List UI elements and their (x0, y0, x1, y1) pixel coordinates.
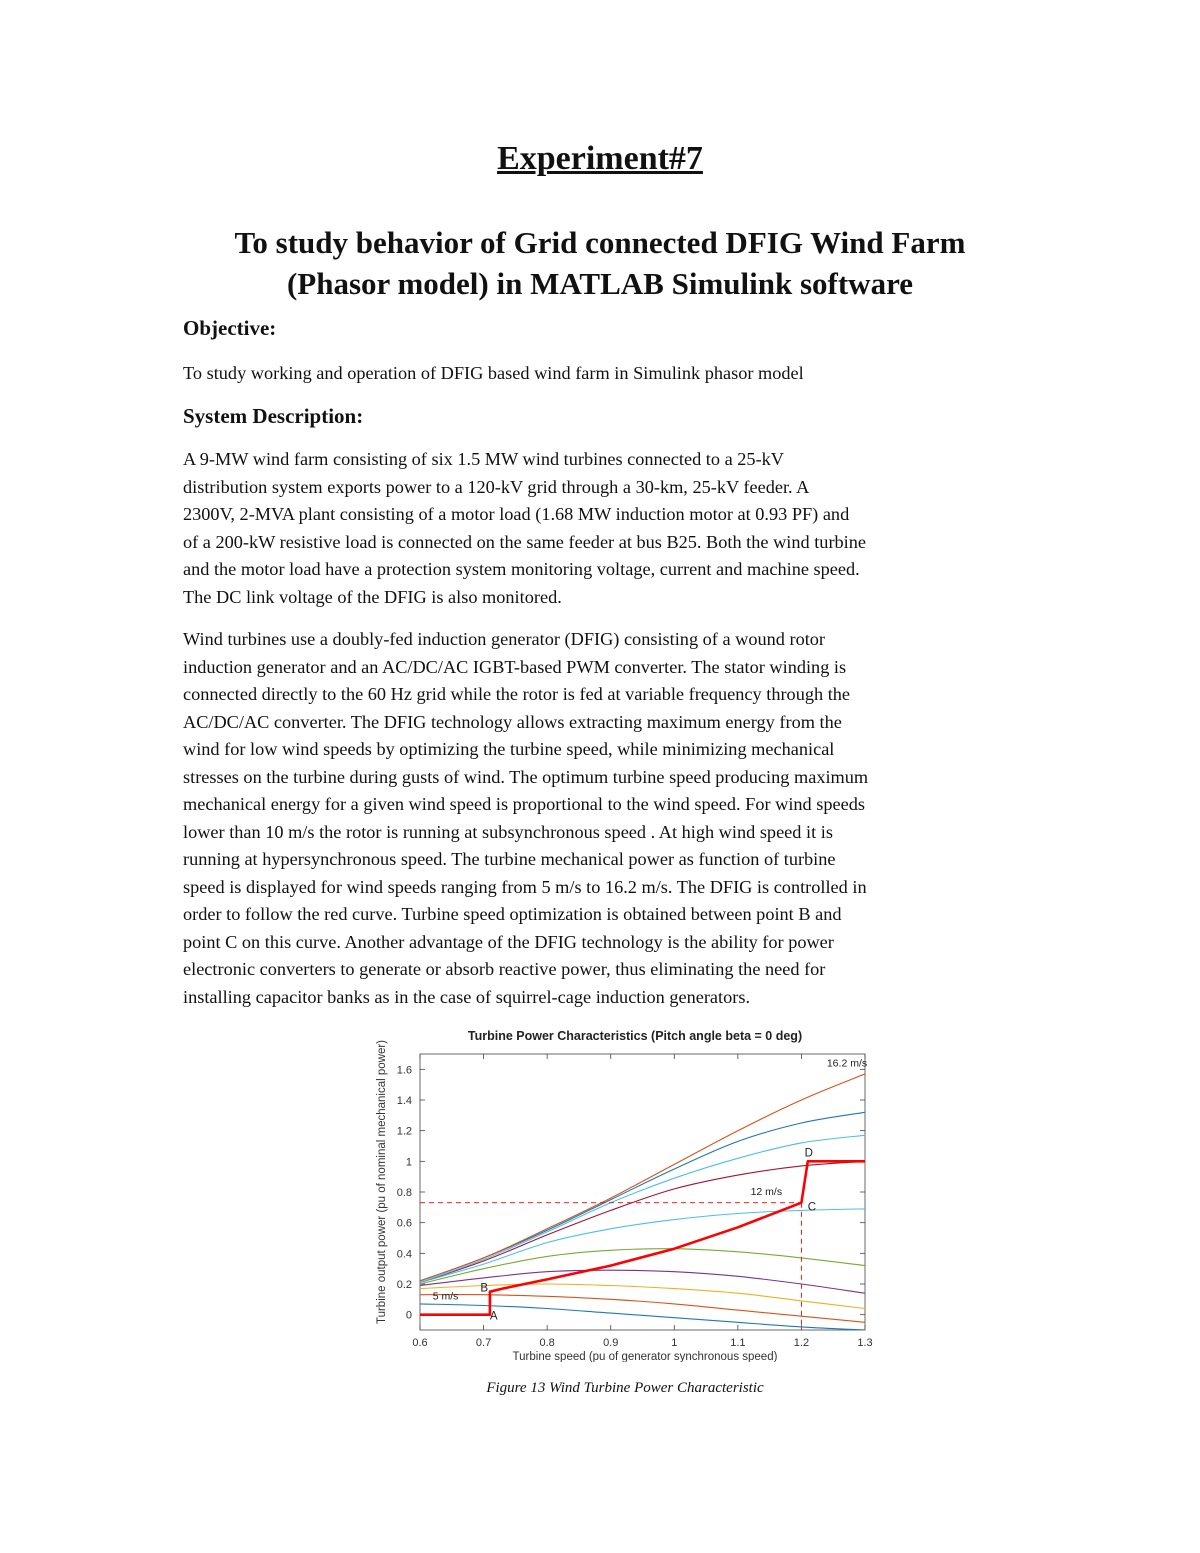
x-tick-label: 0.9 (603, 1337, 619, 1349)
series-line (420, 1304, 865, 1330)
x-tick-label: 1.3 (857, 1337, 873, 1349)
series-line (420, 1161, 865, 1282)
x-tick-label: 1.1 (730, 1337, 746, 1349)
chart-annotation: 12 m/s (750, 1186, 783, 1199)
chart-plot-area (397, 1054, 873, 1349)
paragraph-line: running at hypersynchronous speed. The turbine mechanical power as function of turbine (183, 849, 836, 869)
objective-heading: Objective: (183, 316, 277, 340)
y-tick-label: 1.6 (396, 1064, 412, 1077)
paragraph-line: electronic converters to generate or absorb reactive power, thus eliminating the need for (183, 959, 826, 979)
paragraph-line: wind for low wind speeds by optimizing the turbine speed, while minimizing mechanical (183, 739, 835, 759)
series-line (420, 1295, 865, 1323)
paragraph-line: distribution system exports power to a 120-kV grid through a 30-km, 25-kV feeder. A (183, 476, 810, 497)
paragraph-2 (183, 626, 1023, 1011)
chart-annotation: D (804, 1147, 813, 1160)
x-tick-label: 0.6 (412, 1337, 428, 1349)
paragraph-line: stresses on the turbine during gusts of wind. The optimum turbine speed producing maximum (183, 766, 869, 787)
y-tick-label: 0.6 (396, 1217, 412, 1230)
paragraph-line: point C on this curve. Another advantage of the DFIG technology is the ability for power (183, 931, 834, 952)
paragraph-line: speed is displayed for wind speeds ranging from 5 m/s to 16.2 m/s. The DFIG is controlled in (183, 876, 867, 897)
chart-xlabel: Turbine speed (pu of generator synchronous speed) (512, 1351, 778, 1362)
paragraph-1 (183, 446, 1023, 611)
paragraph-line: and the motor load have a protection system monitoring voltage, current and machine speed. (183, 559, 860, 579)
paragraph-line: The DC link voltage of the DFIG is also monitored. (183, 586, 562, 607)
chart-ylabel: Turbine output power (pu of nominal mechanical power) (376, 1039, 388, 1325)
chart-annotation: B (480, 1282, 489, 1295)
x-tick-label: 0.8 (539, 1337, 555, 1349)
chart-annotation: C (807, 1201, 817, 1214)
y-tick-label: 1.4 (396, 1095, 412, 1107)
paragraph-line: of a 200-kW resistive load is connected on the same feeder at bus B25. Both the wind turbine (183, 531, 867, 552)
chart-title: Turbine Power Characteristics (Pitch angle beta = 0 deg) (467, 1029, 803, 1043)
paragraph-line: order to follow the red curve. Turbine speed optimization is obtained between point B and (183, 904, 842, 924)
paragraph-line: installing capacitor banks as in the case of squirrel-cage induction generators. (183, 986, 751, 1007)
y-tick-label: 0.8 (396, 1187, 412, 1199)
series-line (420, 1074, 865, 1281)
y-tick-label: 0 (405, 1309, 412, 1322)
y-tick-label: 0.2 (396, 1279, 412, 1291)
paragraph-line: lower than 10 m/s the rotor is running at subsynchronous speed . At high wind speed it is (183, 821, 833, 842)
paragraph-line: A 9-MW wind farm consisting of six 1.5 MW wind turbines connected to a 25-kV (183, 449, 784, 469)
series-line (420, 1112, 865, 1281)
experiment-title: Experiment#7 (497, 140, 703, 177)
y-tick-label: 1.2 (396, 1125, 412, 1138)
objective-text (183, 360, 1023, 388)
y-tick-label: 1 (405, 1156, 412, 1169)
chart-annotation: 16.2 m/s (826, 1057, 868, 1070)
x-tick-label: 1.2 (793, 1337, 810, 1349)
figure-caption: Figure 13 Wind Turbine Power Characteristic (486, 1380, 764, 1396)
turbine-power-chart (365, 1022, 885, 1362)
paragraph-line: induction generator and an AC/DC/AC IGBT-based PWM converter. The stator winding is (183, 656, 847, 677)
x-tick-label: 0.7 (475, 1337, 492, 1349)
series-line (420, 1209, 865, 1283)
main-title (150, 222, 1050, 304)
paragraph-line: mechanical energy for a given wind speed is proportional to the wind speed. For wind speeds (183, 794, 865, 814)
paragraph-line: AC/DC/AC converter. The DFIG technology allows extracting maximum energy from the (183, 711, 842, 732)
y-tick-label: 0.4 (396, 1248, 412, 1261)
chart-annotation: 5 m/s (432, 1290, 459, 1303)
main-title-line: (Phasor model) in MATLAB Simulink software (286, 266, 914, 301)
main-title-line: To study behavior of Grid connected DFIG Wind Farm (234, 225, 966, 260)
system-description-heading: System Description: (183, 404, 364, 428)
paragraph-line: Wind turbines use a doubly-fed induction generator (DFIG) consisting of a wound rotor (183, 629, 826, 649)
paragraph-line: 2300V, 2-MVA plant consisting of a motor load (1.68 MW induction motor at 0.93 PF) and (183, 504, 850, 524)
paragraph-line: connected directly to the 60 Hz grid while the rotor is fed at variable frequency through the (183, 684, 851, 704)
series-line (420, 1249, 865, 1284)
objective-line: To study working and operation of DFIG based wind farm in Simulink phasor model (183, 363, 804, 383)
series-line (420, 1135, 865, 1282)
x-tick-label: 1 (671, 1337, 678, 1349)
chart-annotation: A (489, 1310, 498, 1323)
